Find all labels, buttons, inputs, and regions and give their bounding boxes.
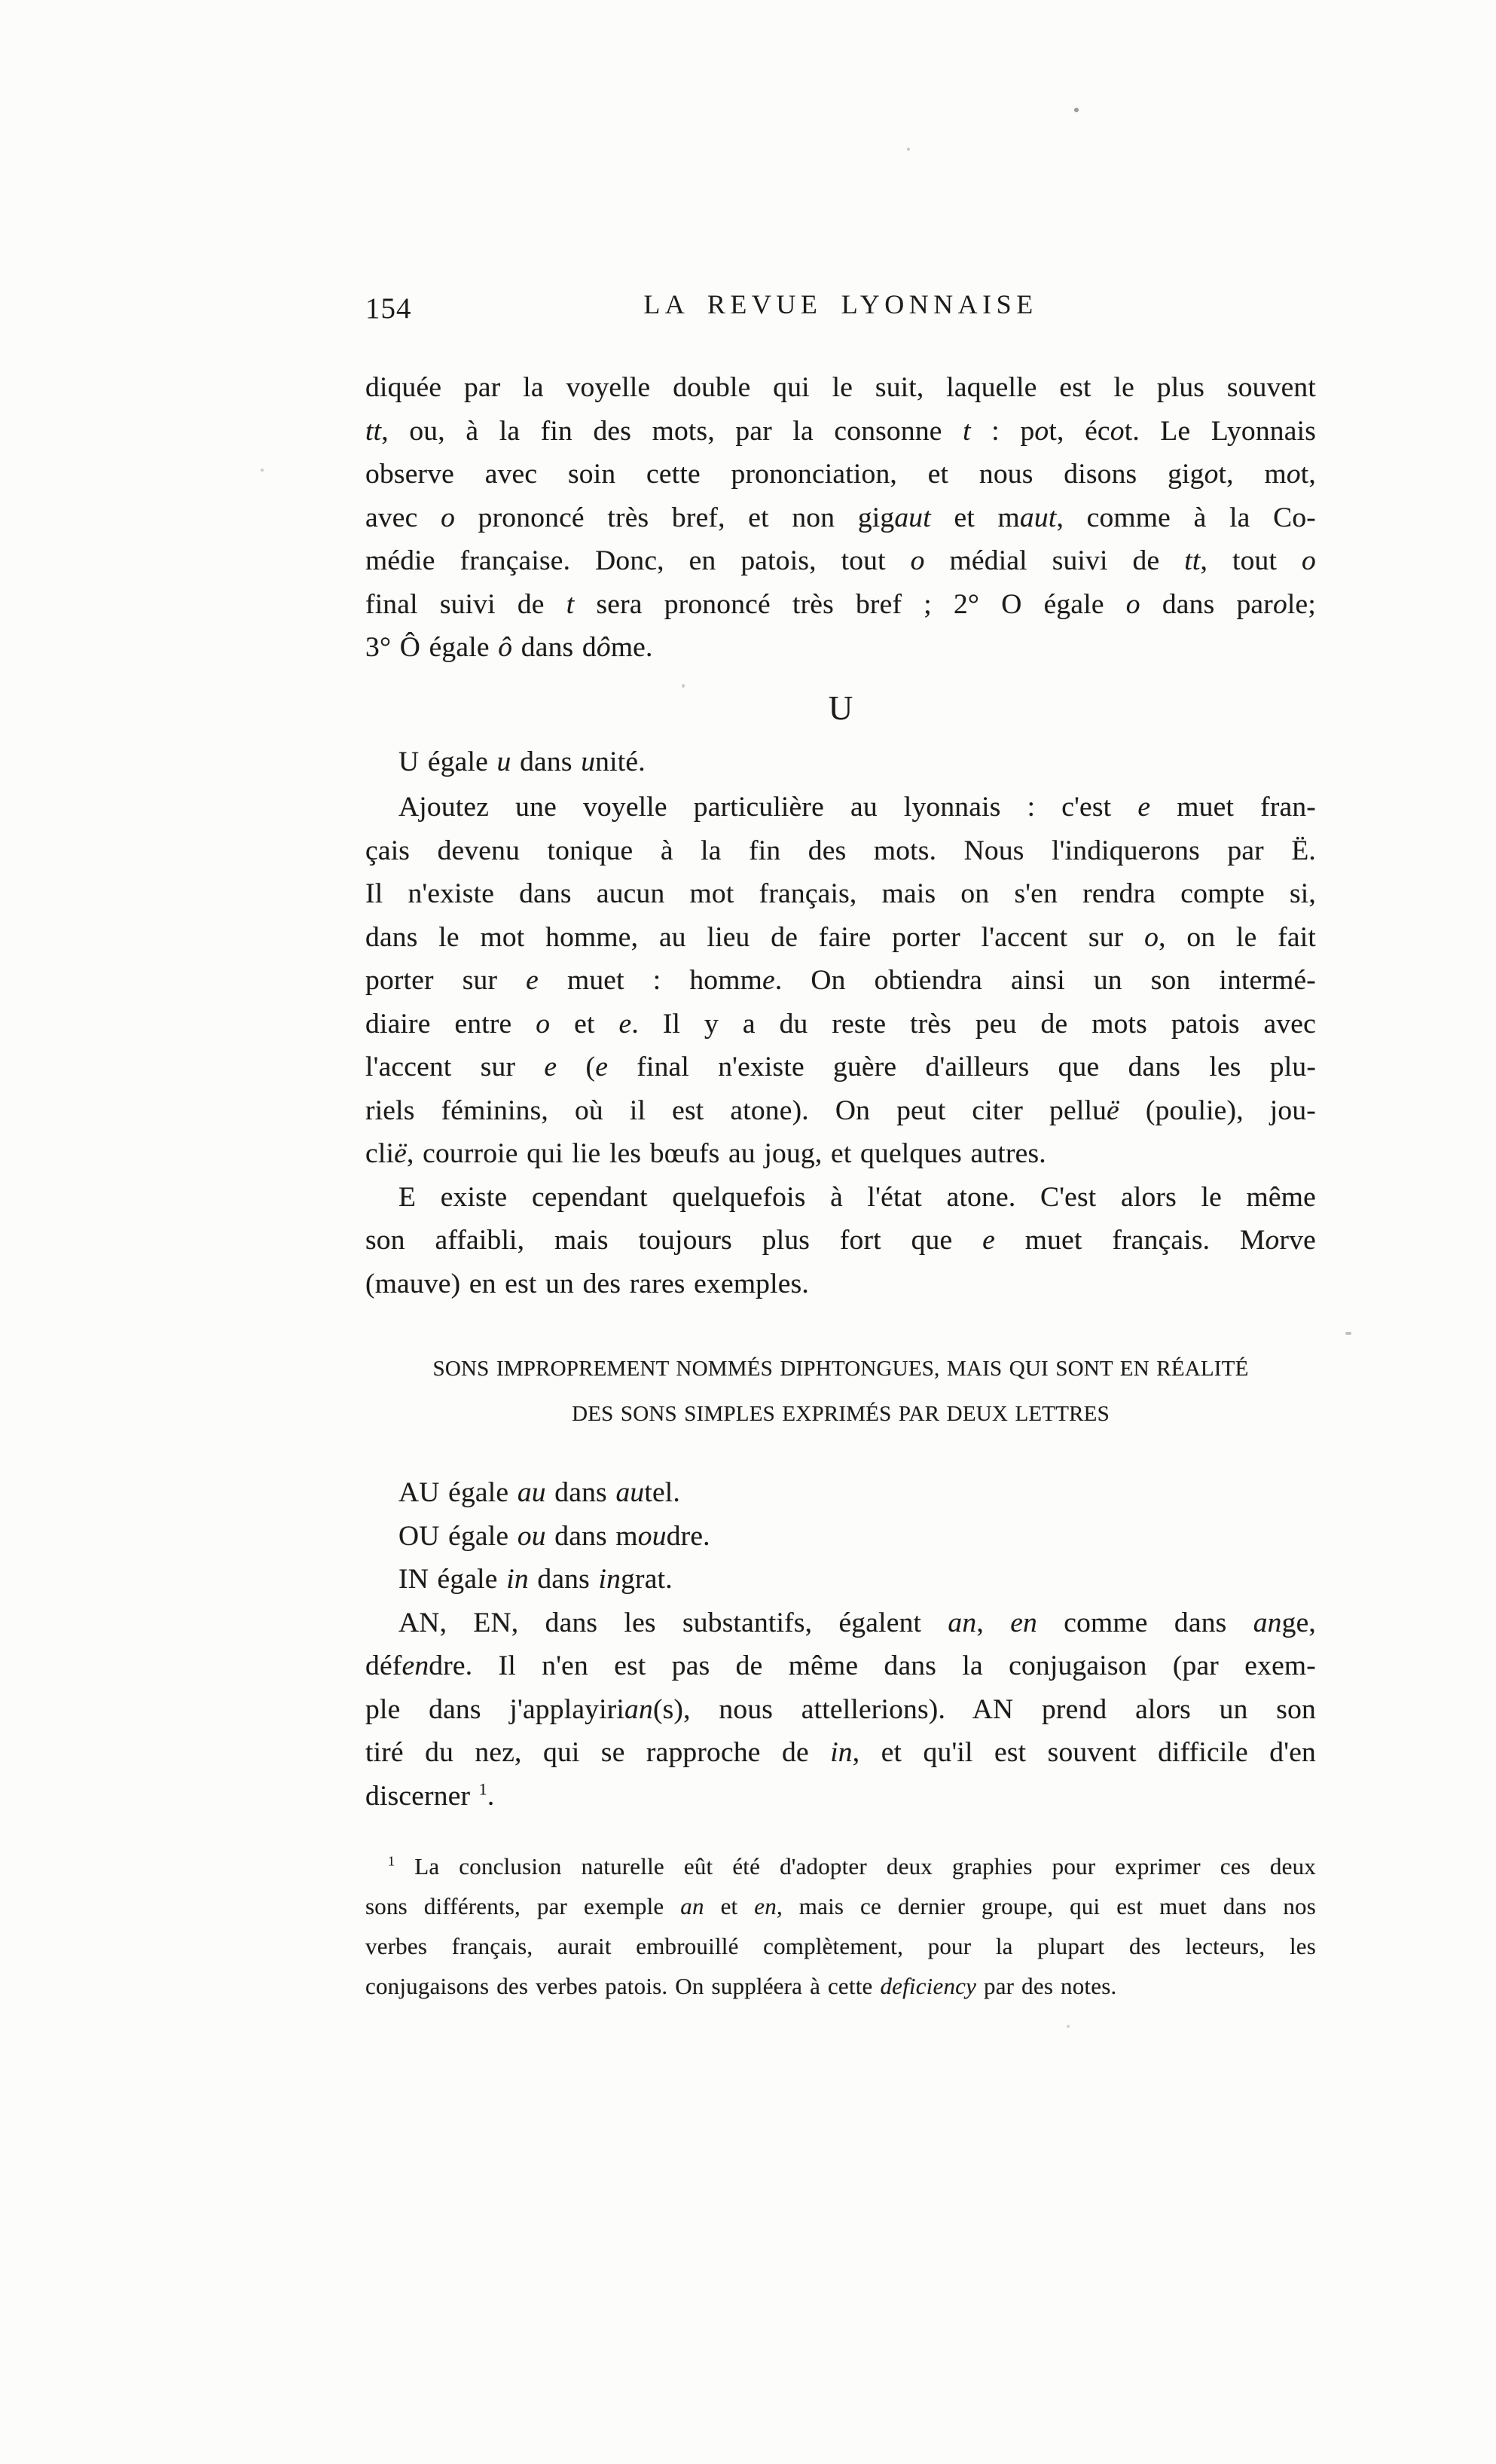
footnote bbox=[365, 1846, 1316, 2006]
page-number: 154 bbox=[365, 292, 412, 325]
text-line: médie française. Donc, en patois, tout o médial suivi de tt, tout o bbox=[365, 545, 1316, 576]
text-line: discerner $^1$. bbox=[365, 1780, 495, 1812]
text-line: tiré du nez, qui se rapproche de in, et qu'il est souvent difficile d'en bbox=[365, 1737, 1316, 1768]
text-line: final suivi de t sera prononcé très bref ; 2° O égale o dans parole; bbox=[365, 588, 1317, 620]
text-column bbox=[365, 366, 1316, 2006]
text-line: observe avec soin cette prononciation, et nous disons gigot, mot, bbox=[365, 459, 1316, 490]
paragraph-diphtongues bbox=[365, 1471, 1316, 1818]
text-line: $^1$ La conclusion naturelle eût été d'adopter deux graphies pour exprimer ces deux bbox=[388, 1853, 1316, 1879]
text-line: verbes français, aurait embrouillé complètement, pour la plupart des lecteurs, les bbox=[365, 1933, 1316, 1959]
scan-speck bbox=[682, 684, 685, 688]
scan-speck bbox=[1074, 108, 1079, 112]
running-head bbox=[365, 289, 1316, 326]
section-heading-diphtongues bbox=[365, 1346, 1316, 1437]
text-line: riels féminins, où il est atone). On peut citer pelluë (poulie), jou- bbox=[365, 1095, 1316, 1126]
paragraph-e-existe bbox=[365, 1176, 1316, 1306]
text-line: Il n'existe dans aucun mot français, mais on s'en rendra compte si, bbox=[365, 878, 1316, 909]
text-line: 3° Ô égale ô dans dôme. bbox=[365, 632, 653, 663]
scan-speck bbox=[1345, 1332, 1351, 1335]
paragraph-ajoutez bbox=[365, 786, 1316, 1176]
text-line: diaire entre o et e. Il y a du reste très peu de mots patois avec bbox=[365, 1008, 1316, 1040]
paragraph-u-egale bbox=[365, 740, 1316, 784]
text-line: Ajoutez une voyelle particulière au lyonnais : c'est e muet fran- bbox=[398, 792, 1316, 823]
text-line: U égale u dans unité. bbox=[398, 746, 646, 777]
text-line: l'accent sur e (e final n'existe guère d'ailleurs que dans les plu- bbox=[365, 1052, 1317, 1082]
text-line: ple dans j'applayirian(s), nous attellerions). AN prend alors un son bbox=[365, 1693, 1316, 1725]
journal-title: LA REVUE LYONNAISE bbox=[643, 289, 1038, 319]
scan-speck bbox=[261, 469, 264, 472]
text-line: dans le mot homme, au lieu de faire porter l'accent sur o, on le fait bbox=[365, 921, 1316, 953]
text-line: AN, EN, dans les substantifs, égalent an, en comme dans ange, bbox=[398, 1607, 1317, 1638]
text-line: avec o prononcé très bref, et non gigaut et maut, comme à la Co- bbox=[365, 502, 1316, 533]
scan-speck bbox=[907, 148, 910, 151]
text-line: conjugaisons des verbes patois. On suppléera à cette deficiency par des notes. bbox=[365, 1973, 1117, 1999]
text-line: AU égale au dans autel. bbox=[398, 1477, 681, 1508]
text-line: diquée par la voyelle double qui le suit, laquelle est le plus souvent bbox=[365, 372, 1316, 403]
text-line: IN égale in dans ingrat. bbox=[398, 1564, 673, 1595]
text-line: porter sur e muet : homme. On obtiendra ainsi un son intermé- bbox=[365, 965, 1316, 996]
paragraph-continuation bbox=[365, 366, 1316, 670]
text-line: défendre. Il n'en est pas de même dans la conjugaison (par exem- bbox=[365, 1650, 1316, 1681]
text-line: son affaibli, mais toujours plus fort que e muet français. Morve bbox=[365, 1225, 1316, 1256]
section-letter-heading-u: U bbox=[828, 689, 853, 727]
text-line: SONS IMPROPREMENT NOMMÉS DIPHTONGUES, MAIS QUI SONT EN RÉALITÉ bbox=[432, 1357, 1249, 1381]
text-line: DES SONS SIMPLES EXPRIMÉS PAR DEUX LETTRES bbox=[572, 1402, 1110, 1426]
scan-speck bbox=[1067, 2025, 1070, 2028]
text-line: OU égale ou dans moudre. bbox=[398, 1520, 710, 1552]
text-line: (mauve) en est un des rares exemples. bbox=[365, 1268, 809, 1299]
text-line: çais devenu tonique à la fin des mots. Nous l'indiquerons par Ë. bbox=[365, 835, 1316, 866]
text-line: clië, courroie qui lie les bœufs au joug, et quelques autres. bbox=[365, 1138, 1046, 1169]
text-line: tt, ou, à la fin des mots, par la consonne t : pot, écot. Le Lyonnais bbox=[365, 415, 1317, 447]
text-line: E existe cependant quelquefois à l'état atone. C'est alors le même bbox=[398, 1181, 1316, 1213]
text-line: sons différents, par exemple an et en, mais ce dernier groupe, qui est muet dans nos bbox=[365, 1893, 1317, 1919]
